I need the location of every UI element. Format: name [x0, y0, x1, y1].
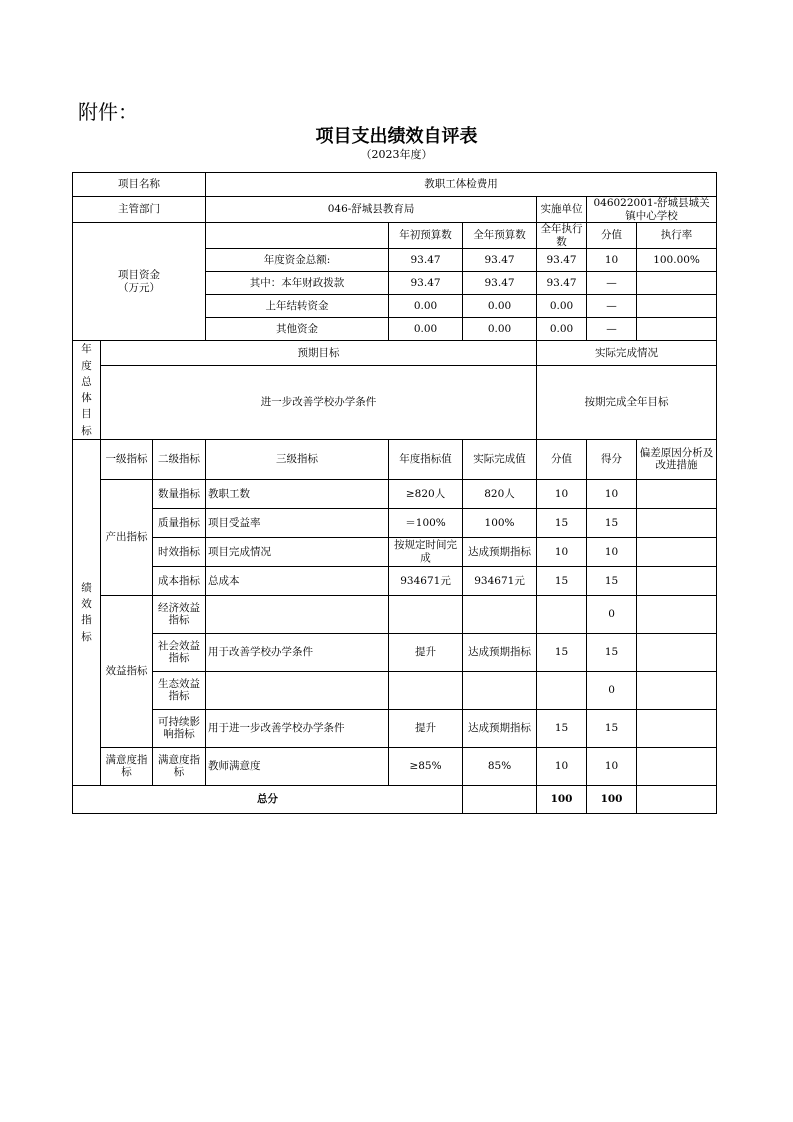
- header-level3: 三级指标: [206, 439, 389, 479]
- indicator-score: 10: [587, 537, 637, 566]
- funds-row-rate: 100.00%: [637, 249, 717, 272]
- indicator-note: [637, 595, 717, 633]
- indicator-actual: 820人: [463, 479, 537, 508]
- indicator-level2: 时效指标: [153, 537, 206, 566]
- page-title: 项目支出绩效自评表: [315, 126, 478, 147]
- indicator-score-value: 15: [537, 633, 587, 671]
- goals-header-row: [73, 341, 717, 366]
- indicator-row: [73, 747, 717, 785]
- header-note: 偏差原因分析及改进措施: [637, 439, 717, 479]
- goals-expected-value: 进一步改善学校办学条件: [101, 366, 537, 440]
- indicator-row: [73, 479, 717, 508]
- indicator-level3: 用于改善学校办学条件: [206, 633, 389, 671]
- funds-header-blank: [206, 223, 389, 249]
- funds-row-score-value: 10: [587, 249, 637, 272]
- indicator-score-value: 15: [537, 566, 587, 595]
- indicator-row: [73, 709, 717, 747]
- indicator-level2: 数量指标: [153, 479, 206, 508]
- indicator-row: [73, 508, 717, 537]
- funds-row-executed: 93.47: [537, 249, 587, 272]
- indicator-target: [389, 671, 463, 709]
- indicator-score: 0: [587, 595, 637, 633]
- funds-label: 项目资金 （万元）: [73, 223, 206, 341]
- indicator-row: [73, 566, 717, 595]
- indicator-note: [637, 709, 717, 747]
- funds-row-initial: 93.47: [389, 249, 463, 272]
- indicator-target: ≥85%: [389, 747, 463, 785]
- indicator-level3: 用于进一步改善学校办学条件: [206, 709, 389, 747]
- indicators-label: 绩 效 指 标: [73, 439, 101, 785]
- indicator-target: 提升: [389, 709, 463, 747]
- total-blank: [463, 785, 537, 813]
- indicator-actual: 85%: [463, 747, 537, 785]
- page-subtitle: （2023年度）: [360, 148, 433, 161]
- indicator-level3: 项目完成情况: [206, 537, 389, 566]
- indicator-target: ＝100%: [389, 508, 463, 537]
- indicator-score-value: 15: [537, 508, 587, 537]
- indicator-score-value: [537, 595, 587, 633]
- indicator-score-value: 10: [537, 537, 587, 566]
- indicator-note: [637, 479, 717, 508]
- funds-row-label: 其他资金: [206, 318, 389, 341]
- evaluation-table: [72, 172, 717, 814]
- satisfaction-indicator-label: 满意度指标: [101, 747, 153, 785]
- indicator-score: 10: [587, 747, 637, 785]
- funds-header-score-value: 分值: [587, 223, 637, 249]
- indicator-row: [73, 595, 717, 633]
- indicator-score: 15: [587, 566, 637, 595]
- funds-header-row: [73, 223, 717, 249]
- indicator-note: [637, 508, 717, 537]
- funds-header-executed: 全年执行数: [537, 223, 587, 249]
- indicator-score-value: 10: [537, 747, 587, 785]
- goals-expected-label: 预期目标: [101, 341, 537, 366]
- indicator-row: [73, 671, 717, 709]
- funds-row-label: 其中：本年财政拨款: [206, 272, 389, 295]
- indicator-score: 10: [587, 479, 637, 508]
- goals-actual-value: 按期完成全年目标: [537, 366, 717, 440]
- funds-header-annual: 全年预算数: [463, 223, 537, 249]
- department-row: [73, 197, 717, 223]
- funds-row-annual: 93.47: [463, 249, 537, 272]
- funds-row-score-value: —: [587, 295, 637, 318]
- funds-row-rate: [637, 295, 717, 318]
- indicator-note: [637, 566, 717, 595]
- total-score-value: 100: [537, 785, 587, 813]
- header-level2: 二级指标: [153, 439, 206, 479]
- indicator-level2: 社会效益指标: [153, 633, 206, 671]
- project-name-label: 项目名称: [73, 173, 206, 197]
- indicator-score-value: 10: [537, 479, 587, 508]
- indicator-actual: 达成预期指标: [463, 709, 537, 747]
- funds-row-score-value: —: [587, 318, 637, 341]
- indicator-level2: 可持续影响指标: [153, 709, 206, 747]
- funds-row-score-value: —: [587, 272, 637, 295]
- project-name-row: [73, 173, 717, 197]
- implementer-value: 046022001-舒城县城关镇中心学校: [587, 197, 717, 223]
- indicator-target: [389, 595, 463, 633]
- indicator-actual: [463, 671, 537, 709]
- indicator-note: [637, 633, 717, 671]
- indicator-level3: 项目受益率: [206, 508, 389, 537]
- goals-content-row: [73, 366, 717, 440]
- attachment-label: 附件：: [78, 100, 138, 124]
- funds-row-label: 年度资金总额:: [206, 249, 389, 272]
- funds-header-rate: 执行率: [637, 223, 717, 249]
- indicator-target: 提升: [389, 633, 463, 671]
- goals-actual-label: 实际完成情况: [537, 341, 717, 366]
- indicator-row: [73, 633, 717, 671]
- header-level1: 一级指标: [101, 439, 153, 479]
- funds-header-initial: 年初预算数: [389, 223, 463, 249]
- funds-row-initial: 0.00: [389, 295, 463, 318]
- header-target: 年度指标值: [389, 439, 463, 479]
- indicator-level2: 经济效益指标: [153, 595, 206, 633]
- funds-row-rate: [637, 318, 717, 341]
- total-label: 总分: [73, 785, 463, 813]
- implementer-label: 实施单位: [537, 197, 587, 223]
- funds-row-initial: 93.47: [389, 272, 463, 295]
- indicator-score: 15: [587, 709, 637, 747]
- indicator-row: [73, 537, 717, 566]
- indicator-score: 15: [587, 633, 637, 671]
- total-row: [73, 785, 717, 813]
- indicator-actual: 达成预期指标: [463, 633, 537, 671]
- funds-row-annual: 0.00: [463, 295, 537, 318]
- header-score-value: 分值: [537, 439, 587, 479]
- total-note: [637, 785, 717, 813]
- funds-row-annual: 93.47: [463, 272, 537, 295]
- funds-row-executed: 0.00: [537, 318, 587, 341]
- department-value: 046-舒城县教育局: [206, 197, 537, 223]
- funds-row-executed: 0.00: [537, 295, 587, 318]
- indicator-level2: 成本指标: [153, 566, 206, 595]
- funds-row-rate: [637, 272, 717, 295]
- indicator-score: 0: [587, 671, 637, 709]
- indicator-actual: 100%: [463, 508, 537, 537]
- indicator-level3: [206, 671, 389, 709]
- funds-row-label: 上年结转资金: [206, 295, 389, 318]
- indicator-target: 934671元: [389, 566, 463, 595]
- department-label: 主管部门: [73, 197, 206, 223]
- indicator-score: 15: [587, 508, 637, 537]
- indicator-actual: 达成预期指标: [463, 537, 537, 566]
- indicator-level3: 总成本: [206, 566, 389, 595]
- project-name-value: 教职工体检费用: [206, 173, 717, 197]
- indicator-score-value: 15: [537, 709, 587, 747]
- indicator-level2: 生态效益指标: [153, 671, 206, 709]
- indicator-level2: 满意度指标: [153, 747, 206, 785]
- indicator-level3: 教师满意度: [206, 747, 389, 785]
- indicator-level3: 教职工数: [206, 479, 389, 508]
- indicator-actual: 934671元: [463, 566, 537, 595]
- benefit-indicator-label: 效益指标: [101, 595, 153, 747]
- header-score: 得分: [587, 439, 637, 479]
- indicator-score-value: [537, 671, 587, 709]
- funds-row-executed: 93.47: [537, 272, 587, 295]
- indicator-level2: 质量指标: [153, 508, 206, 537]
- funds-row-annual: 0.00: [463, 318, 537, 341]
- indicator-note: [637, 671, 717, 709]
- goals-label: 年 度 总 体 目 标: [73, 341, 101, 440]
- indicator-target: 按规定时间完成: [389, 537, 463, 566]
- header-actual: 实际完成值: [463, 439, 537, 479]
- output-indicator-label: 产出指标: [101, 479, 153, 595]
- indicator-target: ≥820人: [389, 479, 463, 508]
- indicator-level3: [206, 595, 389, 633]
- indicator-header-row: [73, 439, 717, 479]
- indicator-actual: [463, 595, 537, 633]
- total-score: 100: [587, 785, 637, 813]
- indicator-note: [637, 747, 717, 785]
- indicator-note: [637, 537, 717, 566]
- funds-row-initial: 0.00: [389, 318, 463, 341]
